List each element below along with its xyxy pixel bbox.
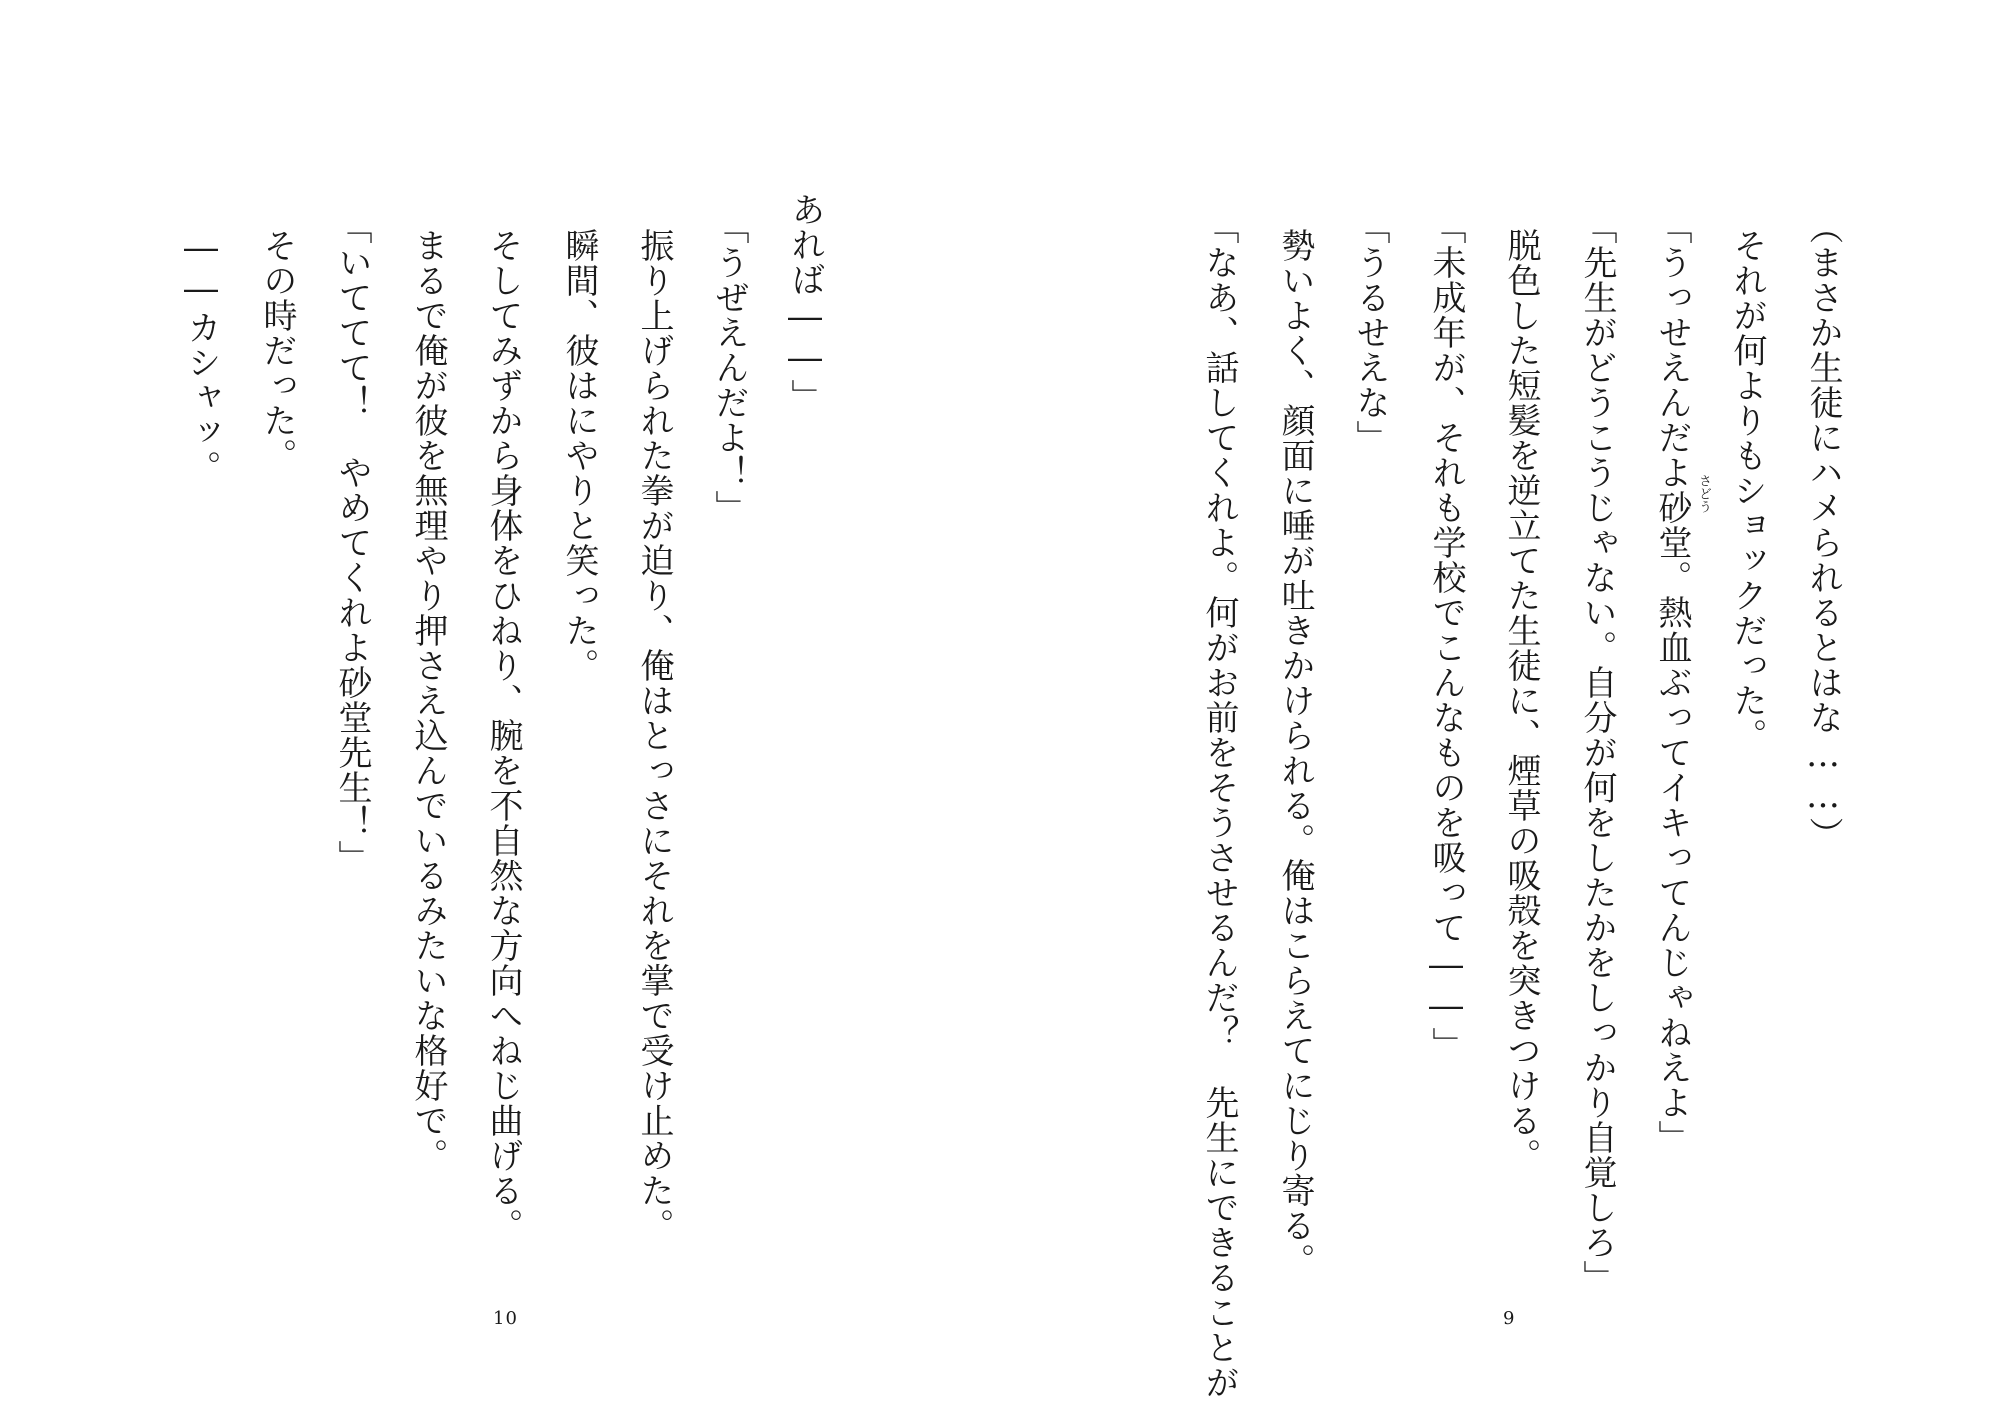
text-column bbox=[1575, 0, 1619, 1416]
text-column bbox=[557, 0, 601, 1416]
text-column bbox=[179, 0, 223, 1416]
page-number: 10 bbox=[493, 1308, 518, 1329]
text-line: 「うるせえな」 bbox=[1350, 210, 1390, 455]
text-column bbox=[1348, 0, 1392, 1416]
text-column bbox=[406, 0, 450, 1416]
text-line: 「なあ、話してくれよ。何がお前をそうさせるんだ？ 先生にできることが bbox=[1199, 210, 1239, 1400]
text-line: それが何よりもショックだった。 bbox=[1727, 228, 1767, 753]
text-column bbox=[1801, 0, 1845, 1416]
text-line: その時だった。 bbox=[257, 228, 297, 473]
text-line: あれば――」 bbox=[785, 192, 825, 414]
text-line: そしてみずから身体をひねり、腕を不自然な方向へねじ曲げる。 bbox=[483, 228, 523, 1243]
text-column bbox=[1499, 0, 1543, 1416]
text-line: 瞬間、彼はにやりと笑った。 bbox=[559, 228, 599, 683]
text-line: 「うっせえんだよ砂堂。熱血ぶってイキってんじゃねえよ」 bbox=[1652, 210, 1692, 1155]
text-line: 「未成年が、それも学校でこんなものを吸って――」 bbox=[1426, 210, 1466, 1062]
text-line: 「先生がどうこうじゃない。自分が何をしたかをしっかり自覚しろ」 bbox=[1577, 210, 1617, 1295]
page-number: 9 bbox=[1503, 1308, 1516, 1329]
text-column bbox=[255, 0, 299, 1416]
text-column bbox=[1650, 0, 1711, 1416]
text-line: （まさか生徒にハメられるとはな……） bbox=[1803, 210, 1843, 852]
text-column bbox=[632, 0, 676, 1416]
text-line: まるで俺が彼を無理やり押さえ込んでいるみたいな格好で。 bbox=[408, 228, 448, 1173]
text-line: ――カシャッ。 bbox=[181, 228, 221, 485]
text-line: 「うぜえんだよ！」 bbox=[709, 210, 749, 525]
right-page bbox=[1000, 0, 2000, 1416]
text-column bbox=[1197, 0, 1241, 1416]
text-line: 振り上げられた拳が迫り、俺はとっさにそれを掌で受け止めた。 bbox=[634, 228, 674, 1243]
text-column bbox=[330, 0, 374, 1416]
text-column bbox=[1725, 0, 1769, 1416]
text-line: 脱色した短髪を逆立てた生徒に、煙草の吸殻を突きつける。 bbox=[1501, 228, 1541, 1173]
text-column bbox=[707, 0, 751, 1416]
text-column bbox=[481, 0, 525, 1416]
text-column bbox=[783, 0, 827, 1416]
text-column bbox=[1273, 0, 1317, 1416]
text-line: 勢いよく、顔面に唾が吐きかけられる。俺はこらえてにじり寄る。 bbox=[1275, 228, 1315, 1278]
ruby-annotation: さどう bbox=[1696, 474, 1711, 513]
text-line: 「いててて！ やめてくれよ砂堂先生！」 bbox=[332, 210, 372, 875]
text-column bbox=[1424, 0, 1468, 1416]
